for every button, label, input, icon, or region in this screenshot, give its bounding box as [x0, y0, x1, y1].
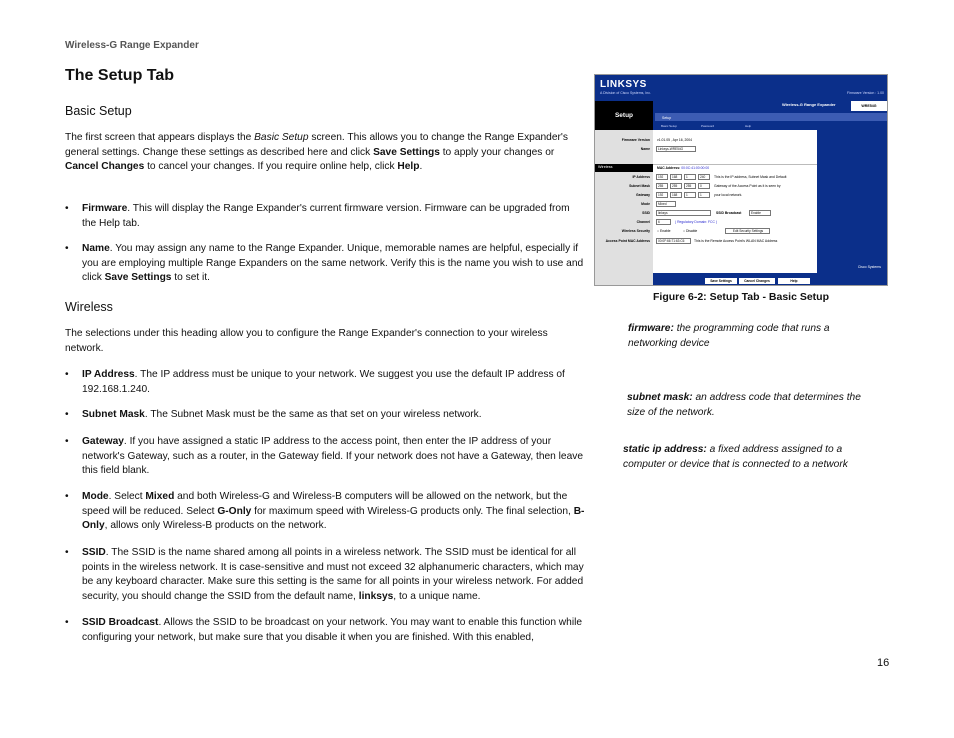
screenshot-divider [653, 164, 819, 165]
screenshot-label-gateway: Gateway [636, 193, 650, 197]
screenshot-label-security: Wireless Security [621, 229, 650, 233]
screenshot-label-ap-mac: Access Point MAC Address [605, 239, 650, 243]
screenshot-label-mode: Mode [641, 202, 650, 206]
page-number: 16 [877, 657, 890, 669]
screenshot-ip-octet-2: 168 [670, 174, 682, 180]
screenshot-wireless-label: Wireless [598, 165, 613, 169]
running-head: Wireless-G Range Expander [65, 40, 199, 51]
screenshot-save-button: Save Settings [705, 278, 737, 284]
screenshot-subtab-basic: Basic Setup [661, 124, 678, 128]
bullet-subnet-mask: • Subnet Mask. The Subnet Mask must be the same as that set on your wireless network. [65, 409, 482, 420]
linksys-logo: LINKSYS [600, 79, 647, 90]
figure-caption: Figure 6-2: Setup Tab - Basic Setup [653, 291, 829, 303]
screenshot-subnet-octet-1: 255 [656, 183, 668, 189]
basic-setup-intro: The first screen that appears displays the Basic Setup screen. This allows you to change the Range Expander's general settings. Change these settings as described here and click Save Settings to apply your changes or Cancel Changes to cancel your changes. If you require online help, click Help. [65, 132, 568, 172]
screenshot-ip-octet-1: 192 [656, 174, 668, 180]
screenshot-ssid-broadcast-select: Enable [749, 210, 771, 216]
screenshot-mac: MAC Address: 00:0C:41:00:00:00 [657, 166, 710, 170]
screenshot-model: WRE54G [851, 101, 887, 111]
screenshot-gateway-note: your local network. [714, 193, 743, 197]
screenshot-label-subnet: Subnet Mask [629, 184, 650, 188]
screenshot-security-enable: ○ Enable [657, 229, 671, 233]
glossary-static-ip: static ip address: a fixed address assigned to a computer or device that is connected to a network [623, 444, 848, 470]
screenshot-ap-mac-field: 00:0F:66:71:63:C6 [656, 238, 691, 244]
screenshot-name-field: Linksys-WRE54G [656, 146, 696, 152]
screenshot-gateway-octet-3: 1 [684, 192, 696, 198]
wireless-heading: Wireless [65, 300, 113, 314]
screenshot-value-firmware: v1.01.05 , Apr 16, 2004 [657, 138, 693, 142]
screenshot-gateway-octet-4: 1 [698, 192, 710, 198]
bullet-mode: • Mode. Select Mixed and both Wireless-G and Wireless-B computers will be allowed on the network, but the speed will be reduced. Select G-Only for maximum speed with Wireless-G products only. The final selection, B-Only, allows only Wireless-B products on the network. [65, 491, 585, 531]
wireless-intro: The selections under this heading allow you to configure the Range Expander's connection to your wireless network. [65, 328, 548, 354]
screenshot-label-ssid: SSID [642, 211, 650, 215]
screenshot-subnet-octet-3: 255 [684, 183, 696, 189]
screenshot-firmware-version: Firmware Version : 1.00 [847, 91, 884, 95]
screenshot-ip-octet-4: 240 [698, 174, 710, 180]
screenshot-subnet-note: Gateway of the Access Point as it is seen by [714, 184, 781, 188]
cisco-logo: Cisco Systems [857, 265, 881, 269]
glossary-firmware: firmware: the programming code that runs a networking device [628, 323, 830, 349]
screenshot-gateway-octet-2: 168 [670, 192, 682, 198]
screenshot-channel-note: ( Regulatory Domain: FCC ) [675, 220, 718, 224]
bullet-ip-address: • IP Address. The IP address must be unique to your network. We suggest you use the default IP address of 192.168.1.240. [65, 369, 565, 395]
setup-tab-screenshot [594, 74, 888, 286]
linksys-tagline: A Division of Cisco Systems, Inc. [600, 91, 651, 95]
bullet-gateway: • Gateway. If you have assigned a static IP address to the access point, then enter the IP address of your network's Gateway, such as a router, in the Gateway field. If your network does not have a Gateway, then leave this field blank. [65, 436, 584, 476]
basic-setup-heading: Basic Setup [65, 104, 132, 118]
screenshot-right-column [817, 130, 887, 286]
screenshot-edit-security-button: Edit Security Settings [725, 228, 770, 234]
screenshot-mode-select: Mixed [656, 201, 676, 207]
screenshot-label-channel: Channel [636, 220, 650, 224]
screenshot-security-disable: ○ Disable [683, 229, 698, 233]
screenshot-label-ip: IP Address [632, 175, 650, 179]
screenshot-left-column [595, 130, 653, 286]
bullet-name: • Name. You may assign any name to the Range Expander. Unique, memorable names are helpful, especially if you are employing multiple Range Expanders on the same network. Verify this is the name you wish to use and click Save Settings to set it. [65, 243, 584, 283]
screenshot-cancel-button: Cancel Changes [739, 278, 775, 284]
screenshot-label-firmware: Firmware Version [621, 138, 650, 142]
screenshot-ssid-broadcast-label: SSID Broadcast [716, 211, 742, 215]
screenshot-label-name: Name [640, 147, 650, 151]
screenshot-ip-octet-3: 1 [684, 174, 696, 180]
screenshot-ssid-field: linksys [656, 210, 711, 216]
bullet-ssid-broadcast: • SSID Broadcast. Allows the SSID to be broadcast on your network. You may want to enable this function while configuring your network, but make sure that you disable it when you are finished. With this enabled, [65, 617, 583, 643]
screenshot-section-setup: Setup [595, 101, 653, 130]
screenshot-tab-setup: Setup [662, 116, 672, 120]
screenshot-ip-note: This is the IP address, Subnet Mask and Default [714, 175, 787, 179]
screenshot-ap-mac-note: This is the Remote Access Point's WLAN MAC Address [694, 239, 778, 243]
screenshot-help-button: Help [778, 278, 810, 284]
bullet-ssid: • SSID. The SSID is the name shared among all points in a wireless network. The SSID must be identical for all points in the wireless network. It is case-sensitive and must not exceed 32 alphanumeric characters, which may be any keyboard character. Make sure this setting is the same for all points in your wireless network. For added security, you should change the SSID from the default name, linksys, to a unique name. [65, 547, 584, 602]
screenshot-product-name: Wireless-G Range Expander [782, 102, 836, 107]
glossary-subnet-mask: subnet mask: an address code that determines the size of the network. [627, 392, 861, 418]
page-title: The Setup Tab [65, 67, 175, 84]
bullet-firmware: • Firmware. This will display the Range Expander's current firmware version. Firmware can be upgraded from the Help tab. [65, 203, 570, 229]
screenshot-channel-select: 6 [656, 219, 671, 225]
screenshot-tab-bar [655, 113, 888, 121]
screenshot-subnet-octet-2: 255 [670, 183, 682, 189]
screenshot-subnet-octet-4: 0 [698, 183, 710, 189]
screenshot-subtab-password: Password [701, 124, 715, 128]
screenshot-subtab-help: Help [745, 124, 752, 128]
screenshot-gateway-octet-1: 192 [656, 192, 668, 198]
